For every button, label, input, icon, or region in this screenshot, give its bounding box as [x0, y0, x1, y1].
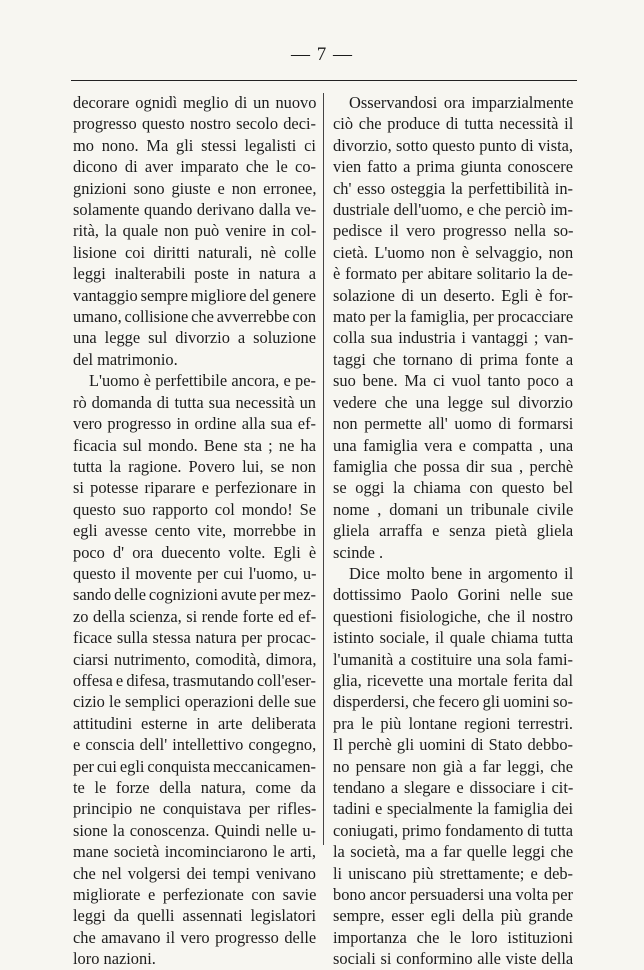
text-line: questo suo rapporto col mondo! Se [73, 499, 316, 519]
text-line: istinto sociale, il quale chiama tutta [333, 628, 574, 648]
text-line: una famiglia vera e compatta , una [333, 435, 574, 455]
text-line: pra le più lontane regioni terrestri. [333, 713, 573, 733]
text-line: sione la conoscenza. Quindi nelle u- [73, 820, 316, 840]
text-line: li uniscano più strettamente; e deb- [333, 863, 573, 883]
text-line: cietà. L'uomo non è selvaggio, non [333, 242, 574, 262]
text-line: lisione coi diritti naturali, nè colle [73, 242, 317, 262]
text-line: umano, collisione che avverrebbe con [73, 307, 317, 327]
text-line: dicono di aver imparato che le co- [73, 157, 316, 177]
text-line: vantaggio sempre migliore del genere [73, 285, 316, 305]
text-line: progresso questo nostro secolo deci- [73, 114, 316, 134]
text-line: gliela arraffa e senza pietà gliela [333, 521, 574, 541]
column-divider [323, 93, 324, 845]
text-line: taggi che tornano di prima fonte a [333, 349, 574, 369]
text-line: importanza che le loro istituzioni [333, 927, 573, 947]
text-line: decorare ognidì meglio di un nuovo [73, 93, 317, 112]
text-line: che amavano il vero progresso delle [73, 927, 317, 947]
page-number: — 7 — [291, 44, 353, 65]
left-column [73, 92, 316, 970]
text-line: ficacia sul mondo. Bene sta ; ne ha [73, 435, 316, 455]
text-line: nome , domani un tribunale civile [333, 499, 574, 519]
text-line: ch' esso osteggia la perfettibilità in- [333, 178, 573, 198]
text-line: loro nazioni. [73, 949, 156, 969]
text-line: L'uomo è perfettibile ancora, e pe- [89, 371, 316, 391]
text-line: mane società incominciarono le arti, [73, 842, 317, 862]
text-line: rità, la quale non può venire in col- [73, 221, 317, 241]
text-line: scinde . [333, 542, 384, 562]
text-line: pedisce il vero progresso nella so- [333, 221, 574, 241]
right-column [333, 92, 573, 970]
text-line: Il perchè gli uomini di Stato debbo- [333, 735, 573, 755]
text-line: tutta la ragione. Povero lui, se non [73, 456, 316, 476]
text-line: zo della scienza, si rende forte ed ef- [73, 606, 317, 626]
text-line: ciò che produce di tutta necessità il [333, 114, 574, 134]
text-line: ficace sulla stessa natura per procac- [73, 628, 316, 648]
text-line: del matrimonio. [73, 349, 178, 369]
text-line: una legge sul divorzio a soluzione [73, 328, 316, 348]
text-line: divorzio, sotto questo punto di vista, [333, 135, 574, 155]
text-line: disperdersi, che fecero gli uomini so- [333, 692, 573, 712]
text-line: migliorate e perfezionate con savie [73, 885, 317, 905]
text-line: vero progresso in ordine alla sua ef- [73, 414, 316, 434]
text-line: offesa e difesa, trasmutando coll'eser- [73, 670, 316, 690]
text-line: la società, ma a far quelle leggi che [333, 842, 574, 862]
text-line: egli avesse cento vite, morrebbe in [73, 521, 316, 541]
text-line: dottissimo Paolo Gorini nelle sue [333, 585, 573, 605]
text-line: è formato per abitare solitario la de- [333, 264, 573, 284]
text-line: questioni fisiologiche, che il nostro [333, 606, 573, 626]
text-line: coniugati, primo fondamento di tutta [333, 820, 573, 840]
text-line: mato per la famiglia, per procacciare [333, 307, 574, 327]
text-line: tendano a slegare e dissociare i cit- [333, 778, 574, 797]
text-line: Osservandosi ora imparzialmente [349, 93, 574, 112]
text-line: tadini e specialmente la famiglia dei [333, 799, 574, 819]
text-line: famiglia che possa dir sua , perchè [333, 456, 574, 476]
text-line: cizio le semplici operazioni delle sue [73, 692, 316, 712]
text-line: si potesse riparare e perfezionare in [73, 478, 316, 498]
text-line: non permette all' uomo di formarsi [333, 414, 574, 434]
text-line: l'umanità a costituire una sola fami- [333, 649, 573, 669]
text-line: suo bene. Ma ci vuol tanto poco a [333, 371, 574, 391]
text-line: principio ne conquistava per rifles- [73, 799, 317, 819]
text-line: mo nono. Ma gli stessi legalisti ci [73, 135, 316, 155]
header-rule [71, 80, 577, 81]
text-line: te le forze della natura, come da [73, 778, 316, 797]
text-line: sociali si conformino alle viste della [333, 949, 574, 969]
text-line: rò domanda di tutta sua necessità un [73, 392, 316, 412]
text-line: dustriale dell'uomo, e che perciò im- [333, 200, 573, 220]
text-line: gnizioni sono giuste e non erronee, [73, 178, 317, 198]
text-line: se oggi la chiama con questo bel [333, 478, 574, 498]
text-line: attitudini esterne in arte deliberata [73, 713, 316, 733]
text-line: leggi da quelli assennati legislatori [73, 906, 316, 926]
text-line: ciarsi nutrimento, comodità, dimora, [73, 649, 317, 669]
text-line: colla sua industria i vantaggi ; van- [333, 328, 574, 348]
text-line: poco d' ora duecento volte. Egli è [73, 542, 317, 562]
text-line: leggi inalterabili poste in natura a [73, 264, 316, 284]
text-line: Dice molto bene in argomento il [349, 563, 574, 583]
text-line: vedere che una legge sul divorzio [333, 392, 573, 412]
text-line: per cui egli conquista meccanicamen- [73, 756, 316, 776]
text-line: che nel volgersi dei tempi venivano [73, 863, 316, 883]
text-line: questo il movente per cui l'uomo, u- [73, 563, 317, 583]
text-line: vien fatto a prima giunta conoscere [333, 157, 573, 177]
text-line: no pensare non già a far leggi, che [333, 756, 573, 776]
text-line: sempre, esser egli della più grande [333, 906, 573, 926]
text-line: solamente quando derivano dalla ve- [73, 200, 317, 220]
text-line: sando delle cognizioni avute per mez- [73, 585, 316, 605]
text-line: e conscia dell' intellettivo congegno, [73, 735, 317, 755]
text-line: glia, ricevette una mortale ferita dal [333, 670, 573, 690]
text-line: solazione di un deserto. Egli è for- [333, 285, 573, 305]
text-line: bono ancor persuadersi una volta per [333, 885, 573, 905]
